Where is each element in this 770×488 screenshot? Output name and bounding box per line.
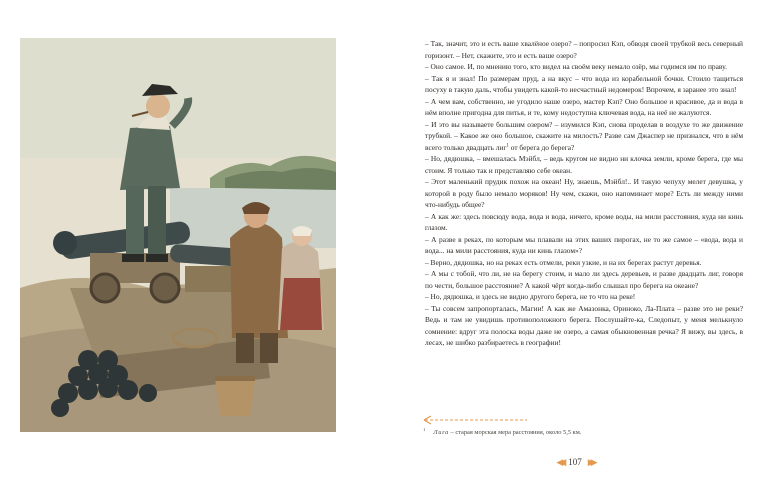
footnote-term: Лига <box>433 429 449 437</box>
page-number: 107 <box>568 457 582 467</box>
paragraph: – Но, дядюшка, и здесь не видно другого берега, не то что на реке! <box>425 292 636 301</box>
paragraph: – Но, дядюшка, – вмешалась Мэйбл, – ведь кругом не видно ни клочка земли, кроме берега, где мы стоим. Я только так и представляю себе океан. <box>425 154 743 175</box>
paragraph: – Этот маленький прудик похож на океан! Ну, знаешь, Мэйбл!.. И такую чепуху мелет девушка, у которой в роду было немало моряков! Ну чем, скажи, оно напоминает море? Есть ли между ними что-нибудь общее? <box>425 177 743 209</box>
paragraph-text: от берега до берега? <box>508 142 575 152</box>
footnote-marker: 1 <box>423 427 426 432</box>
paragraph: – Ты совсем запропорталась, Магии! А как же Амазонка, Ориноко, Ла-Плата – разве это не реки? Ведь и там не увидишь противоположного берега. Послушайте-ка, Следопыт, у меня мелькнуло сомнение: вдруг эта полоска воды даже не озеро, а самая обыкновенная речка? Я вижу, вы здесь, в лесах, не шибко разбираетесь в географии! <box>425 303 743 347</box>
paragraph-text: – И это вы называете большим озером? – изумился Кэп, снова проделав в воздухе то же движение трубкой. – Какое же оно большое, скажите на милость? Разве сам Джаспер не признался, что в нём всего только двадцать лиг <box>425 119 743 152</box>
paragraph: – А как же: здесь повсюду вода, вода и вода, ничего, кроме воды, на мили расстояния, куда ни кинь глазом. <box>425 211 743 232</box>
footnote-reference[interactable]: 1 <box>506 143 509 149</box>
body-text <box>425 38 743 349</box>
footnote-text: – старая морская мера расстояния, около 5,5 км. <box>448 429 582 437</box>
paragraph: – Верно, дядюшка, но на реках есть отмели, реки узкие, и на их берегах растут деревья. <box>425 257 702 267</box>
footnote-arrow-rule <box>423 415 527 425</box>
page-footer <box>545 455 605 469</box>
illustration <box>20 38 336 432</box>
paragraph-with-footnote <box>425 119 743 154</box>
paragraph: – А мы с тобой, что ли, не на берегу стоим, и мало ли здесь деревьев, и разве двадцать лиг, говоря по чести, большое расстояние? А какой чёрт когда-либо слышал про берега на океане? <box>425 269 743 290</box>
paragraph: – Оно самое. И, по мнению того, кто видел на своём веку немало озёр, мы годимся им по праву. <box>425 62 727 71</box>
paragraph: – Так я и знал! По размерам пруд, а на вкус – что вода из корабельной бочки. Стоило тащиться посуху в такую даль, чтобы увидеть какой-то несчастный недомерок! Впрочем, я заранее это знал! <box>425 73 743 94</box>
paragraph: – А разве в реках, по которым мы плавали на этих ваших пирогах, не то же самое – «вода, вода и вода... на мили расстояния, куда ни кинь глазом»? <box>425 234 743 255</box>
paragraph: – Так, значит, это и есть ваше хвалёное озеро? – попросил Кэп, обводя своей трубкой весь северный горизонт. – Нет, скажите, это и есть ваше озеро? <box>425 39 743 60</box>
double-chevron-right-icon[interactable]: ▶▶ <box>587 456 594 467</box>
paragraph: – А чем вам, собственно, не угодило наше озеро, мастер Кэп? Оно большое и красивое, да и вода в нём вполне пригодна для питья, и те, кому недоступна ключевая вода, на неё не жалуются. <box>425 96 743 117</box>
double-chevron-left-icon[interactable]: ◀◀ <box>556 456 563 467</box>
fort-cannons-illustration <box>20 38 336 432</box>
footnote <box>423 425 743 437</box>
